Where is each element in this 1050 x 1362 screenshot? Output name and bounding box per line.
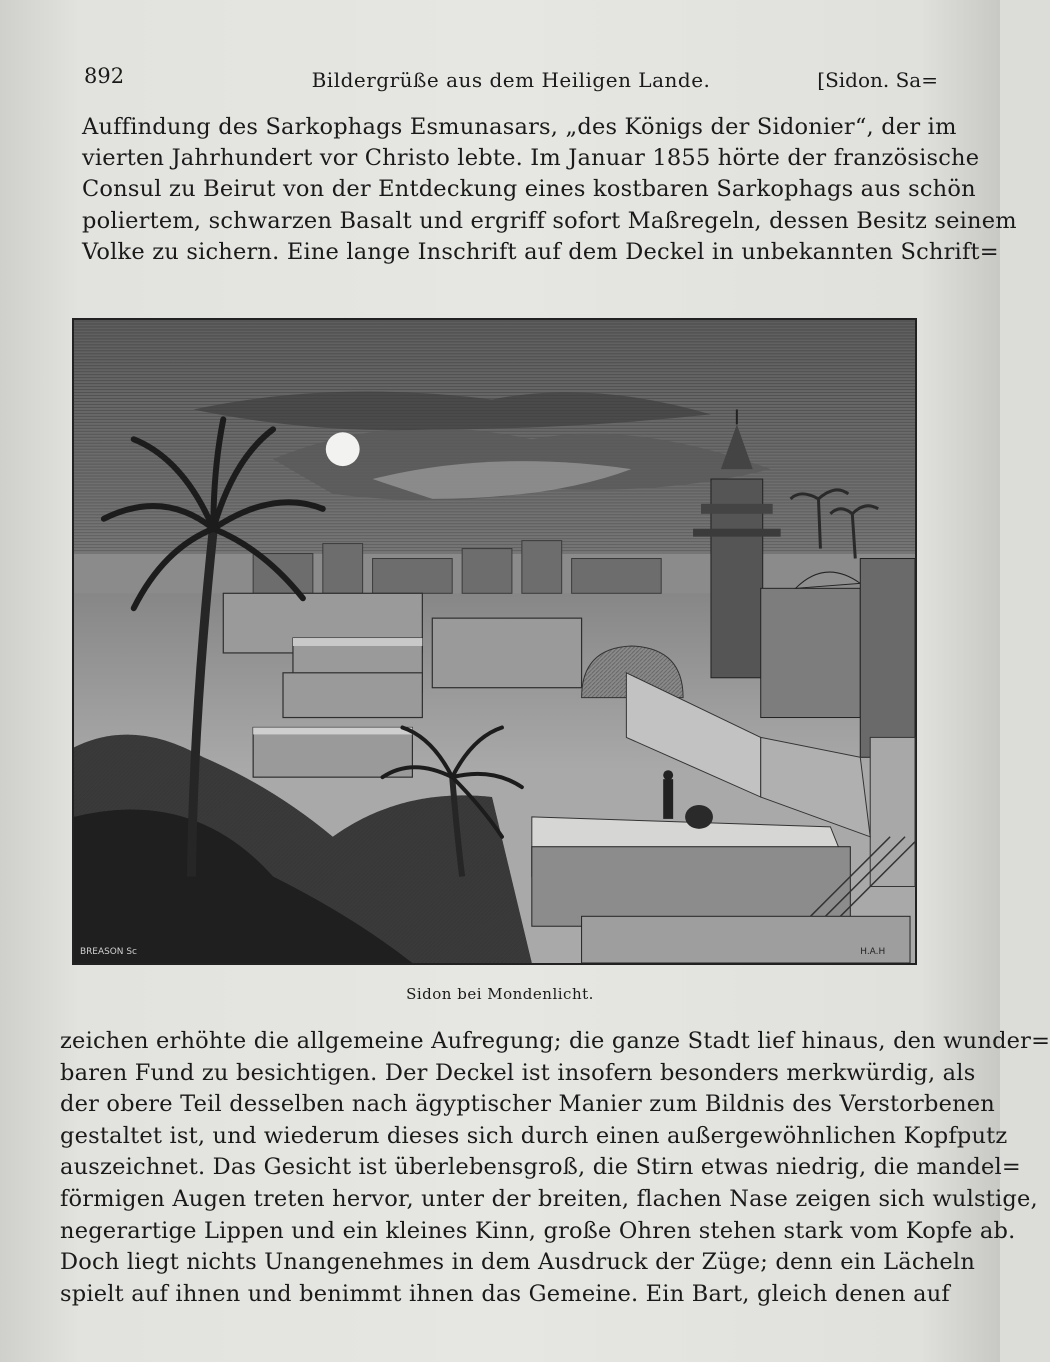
text-line: baren Fund zu besichtigen. Der Deckel ist insofern besonders merkwürdig, als [60, 1059, 976, 1086]
text-line: spielt auf ihnen und benimmt ihnen das Gemeine. Ein Bart, gleich denen auf [60, 1280, 950, 1307]
engraving-sidon-moonlight [72, 318, 917, 965]
engraver-signature-right: H.A.H [860, 947, 886, 958]
text-line: auszeichnet. Das Gesicht ist überlebensgroß, die Stirn etwas niedrig, die mandel= [60, 1154, 1021, 1181]
text-line: vierten Jahrhundert vor Christo lebte. Im Januar 1855 hörte der französische [82, 145, 980, 172]
text-line: zeichen erhöhte die allgemeine Aufregung; die ganze Stadt lief hinaus, den wunder= [60, 1028, 1050, 1054]
text-line: gestaltet ist, und wiederum dieses sich durch einen außergewöhnlichen Kopfputz [60, 1122, 1008, 1149]
text-line: Volke zu sichern. Eine lange Inschrift auf dem Deckel in unbekannten Schrift= [82, 238, 999, 265]
text-line: Doch liegt nichts Unangenehmes in dem Ausdruck der Züge; denn ein Lächeln [60, 1249, 976, 1276]
top-paragraph [82, 112, 1017, 268]
text-line: Auffindung des Sarkophags Esmunasars, „des Königs der Sidonier“, der im [82, 114, 957, 140]
section-mark: [Sidon. Sa= [817, 68, 938, 92]
text-line: Consul zu Beirut von der Entdeckung eines kostbaren Sarkophags aus schön [82, 176, 976, 203]
text-line: förmigen Augen treten hervor, unter der breiten, flachen Nase zeigen sich wulstige, [60, 1185, 1038, 1212]
text-line: negerartige Lippen und ein kleines Kinn, große Ohren stehen stark vom Kopfe ab. [60, 1217, 1016, 1244]
running-title: Bildergrüße aus dem Heiligen Lande. [311, 68, 711, 92]
bottom-paragraph [60, 1026, 1050, 1310]
page-header [84, 64, 938, 94]
moon [326, 432, 360, 466]
figure-caption: Sidon bei Mondenlicht. [406, 985, 594, 1003]
text-line: der obere Teil desselben nach ägyptischer Manier zum Bildnis des Verstorbenen [60, 1091, 995, 1118]
page-number: 892 [84, 64, 125, 88]
text-line: poliertem, schwarzen Basalt und ergriff sofort Maßregeln, dessen Besitz seinem [82, 207, 1017, 234]
engraving-illustration [74, 320, 915, 963]
engraver-signature-left: BREASON Sc [79, 947, 137, 958]
